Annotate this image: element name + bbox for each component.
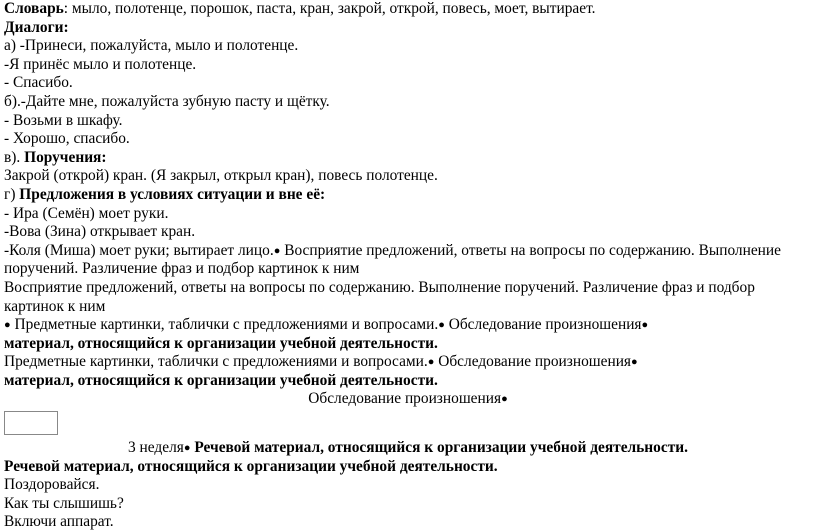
speech-material-text: Речевой материал, относящийся к организации учебной деятельности.	[4, 457, 498, 475]
dialog-line-a3: - Спасибо.	[4, 74, 73, 92]
perception-text-2: Восприятие предложений, ответы на вопросы по содержанию. Выполнение поручений. Различение фраз и подбор картинок к ним	[4, 278, 755, 315]
bullet-icon: ●	[501, 393, 508, 406]
material-line-1	[4, 335, 812, 354]
bullet-icon: ●	[273, 244, 281, 257]
instructions-text: Закрой (открой) кран. (Я закрыл, открыл кран), повесь полотенце.	[4, 167, 438, 185]
material-text-1: материал, относящийся к организации учебной деятельности.	[4, 334, 438, 352]
bullet-icon: ●	[631, 356, 638, 369]
pronunciation-text-3: Обследование произношения	[308, 390, 502, 408]
week-label: 3 неделя	[128, 439, 184, 457]
dialog-line-a2: -Я принёс мыло и полотенце.	[4, 55, 197, 73]
dialogs-heading	[4, 19, 812, 38]
instructions-heading-line	[4, 149, 812, 168]
instructions-marker: в).	[4, 148, 25, 166]
week-line	[4, 439, 812, 458]
pictures-line-1	[4, 316, 812, 335]
dialog-line-b1: б).-Дайте мне, пожалуйста зубную пасту и щётку.	[4, 92, 330, 110]
phrase-greet: Поздоровайся.	[4, 476, 100, 494]
bullet-icon: ●	[183, 442, 191, 455]
dialog-line-b3: - Хорошо, спасибо.	[4, 130, 130, 148]
sentence-line-3	[4, 242, 812, 279]
empty-frame	[4, 411, 58, 435]
week-material-text: Речевой материал, относящийся к организации учебной деятельности.	[190, 439, 688, 457]
vocabulary-heading: Словарь	[4, 0, 64, 17]
sentences-heading: Предложения в условиях ситуации и вне её:	[19, 185, 326, 203]
vocabulary-words: : мыло, полотенце, порошок, паста, кран, закрой, открой, повесь, моет, вытирает.	[63, 0, 596, 17]
sentences-marker: г)	[4, 185, 20, 203]
bullet-icon: ●	[641, 319, 649, 332]
vocabulary-line	[4, 0, 812, 19]
dialog-line-b2: - Возьми в шкафу.	[4, 111, 123, 129]
sentence-line-2: -Вова (Зина) открывает кран.	[4, 223, 196, 241]
bullet-icon: ●	[438, 319, 445, 332]
pictures-text-1: Предметные картинки, таблички с предложениями и вопросами.	[10, 316, 439, 334]
pronunciation-text-2: Обследование произношения	[434, 353, 632, 371]
dialog-line-a1: а) -Принеси, пожалуйста, мыло и полотенце.	[4, 37, 299, 55]
sentences-heading-line	[4, 186, 812, 205]
pronunciation-centered-line	[4, 390, 812, 409]
phrase-hear: Как ты слышишь?	[4, 494, 124, 512]
bullet-icon: ●	[4, 319, 11, 332]
pictures-text-2: Предметные картинки, таблички с предложениями и вопросами.	[4, 353, 428, 371]
perception-text-1: Восприятие предложений, ответы на вопросы по содержанию. Выполнение поручений. Различение фраз и подбор картинок к ним	[4, 241, 781, 278]
speech-material-line	[4, 458, 812, 477]
phrase-device: Включи аппарат.	[4, 513, 114, 531]
pictures-line-2	[4, 353, 812, 372]
instructions-heading: Поручения:	[24, 148, 107, 166]
material-line-2	[4, 372, 812, 391]
pronunciation-text-1: Обследование произношения	[444, 316, 642, 334]
sentence-line-3-text: -Коля (Миша) моет руки; вытирает лицо.	[4, 241, 274, 259]
bullet-icon: ●	[427, 356, 435, 369]
sentence-line-1: - Ира (Семён) моет руки.	[4, 204, 169, 222]
dialogs-heading-text: Диалоги:	[4, 18, 69, 36]
material-text-2: материал, относящийся к организации учебной деятельности.	[4, 371, 438, 389]
